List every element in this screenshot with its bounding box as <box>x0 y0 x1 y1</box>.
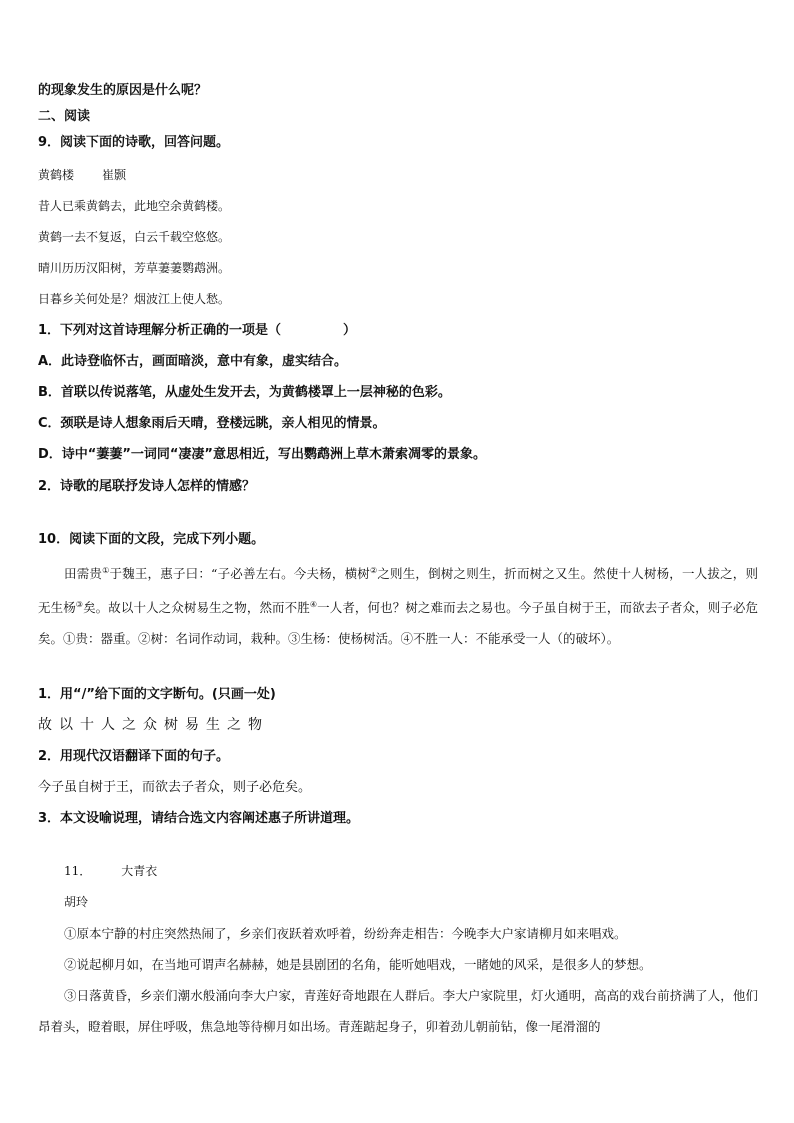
option-b: B．首联以传说落笔，从虚处生发开去，为黄鹤楼罩上一层神秘的色彩。 <box>38 385 451 400</box>
q10-sub1: 1．用“/”给下面的文字断句。(只画一处) <box>38 687 276 702</box>
q10-passage <box>38 555 758 654</box>
passage-text: 田需贵 <box>64 566 103 582</box>
footnote-mark: ③ <box>75 600 84 610</box>
q10-sub3: 3．本文设喻说理，请结合选文内容阐述惠子所讲道理。 <box>38 811 360 826</box>
section-title: 二、阅读 <box>38 109 91 124</box>
q11-heading <box>64 862 157 880</box>
story-paragraph: ①原本宁静的村庄突然热闹了，乡亲们夜跃着欢呼着，纷纷奔走相告：今晚李大户家请柳月如来唱戏。 <box>64 926 627 941</box>
q11-number: 11． <box>64 864 92 878</box>
q9-sub1 <box>38 322 356 340</box>
q9-sub2: 2．诗歌的尾联抒发诗人怎样的情感？ <box>38 479 256 494</box>
option-a: A．此诗登临怀古，画面暗淡，意中有象，虚实结合。 <box>38 354 348 369</box>
poem-line: 昔人已乘黄鹤去，此地空余黄鹤楼。 <box>38 199 231 213</box>
story-paragraph: ②说起柳月如，在当地可谓声名赫赫，她是县剧团的名角，能听她唱戏，一睹她的风采，是很多人的梦想。 <box>64 957 652 972</box>
poem-line: 黄鹤一去不复返，白云千载空悠悠。 <box>38 230 231 244</box>
poem-heading <box>38 166 126 184</box>
footnote-mark: ④ <box>309 600 318 610</box>
q9-sub1-suffix: ） <box>343 323 357 338</box>
q11-story <box>38 918 758 1042</box>
poem-author: 崔颢 <box>102 168 127 182</box>
story-paragraph: ③日落黄昏，乡亲们潮水般涌向李大户家，青莲好奇地跟在人群后。李大户家院里，灯火通明，高高的戏台前挤满了人，他们昂着头，瞪着眼，屏住呼吸，焦急地等待柳月如出场。青莲踮起身子，卯着劲儿朝前钻，像一尾滑溜的 <box>38 988 758 1034</box>
passage-text: 于魏王，惠子曰：“子必善左右。今夫杨，横树 <box>109 566 370 582</box>
poem-line: 日暮乡关何处是？烟波江上使人愁。 <box>38 292 231 306</box>
q10-sentence: 故以十人之众树易生之物 <box>38 717 269 733</box>
poem-title: 黄鹤楼 <box>38 168 75 182</box>
q9-sub1-prefix: 1．下列对这首诗理解分析正确的一项是（ <box>38 323 282 338</box>
footnote-mark: ① <box>102 566 110 575</box>
q9-prompt: 9．阅读下面的诗歌，回答问题。 <box>38 135 230 150</box>
q8-tail: 的现象发生的原因是什么呢？ <box>38 83 208 98</box>
q10-prompt: 10．阅读下面的文段，完成下列小题。 <box>38 532 265 547</box>
footnote-mark: ② <box>369 566 378 575</box>
q11-title: 大青衣 <box>121 864 158 878</box>
poem-line: 晴川历历汉阳树，芳草萋萋鹦鹉洲。 <box>38 261 231 275</box>
q10-translate: 今子虽自树于王，而欲去子者众，则子必危矣。 <box>38 780 312 795</box>
q10-sub2: 2．用现代汉语翻译下面的句子。 <box>38 749 230 764</box>
option-d: D．诗中“萋萋”一词同“凄凄”意思相近，写出鹦鹉洲上草木萧索凋零的景象。 <box>38 447 486 462</box>
passage-text: 之则生，倒树之则生，折而树之又生。然使十人树杨，一人拔之，则无生杨 <box>38 566 758 616</box>
passage-text: 矣。故以十人之众树易生之物，然而不胜 <box>83 600 310 616</box>
option-c: C．颈联是诗人想象雨后天晴，登楼远眺，亲人相见的情景。 <box>38 416 386 431</box>
passage-text: 一人者，何也？树之难而去之易也。今子虽自树于王，而欲去子者众，则子必危矣。①贵：器重。②树：名词作动词，栽种。③生杨：使杨树活。④不胜一人：不能承受一人（的破坏）。 <box>38 600 758 647</box>
q11-author: 胡玲 <box>64 895 89 909</box>
